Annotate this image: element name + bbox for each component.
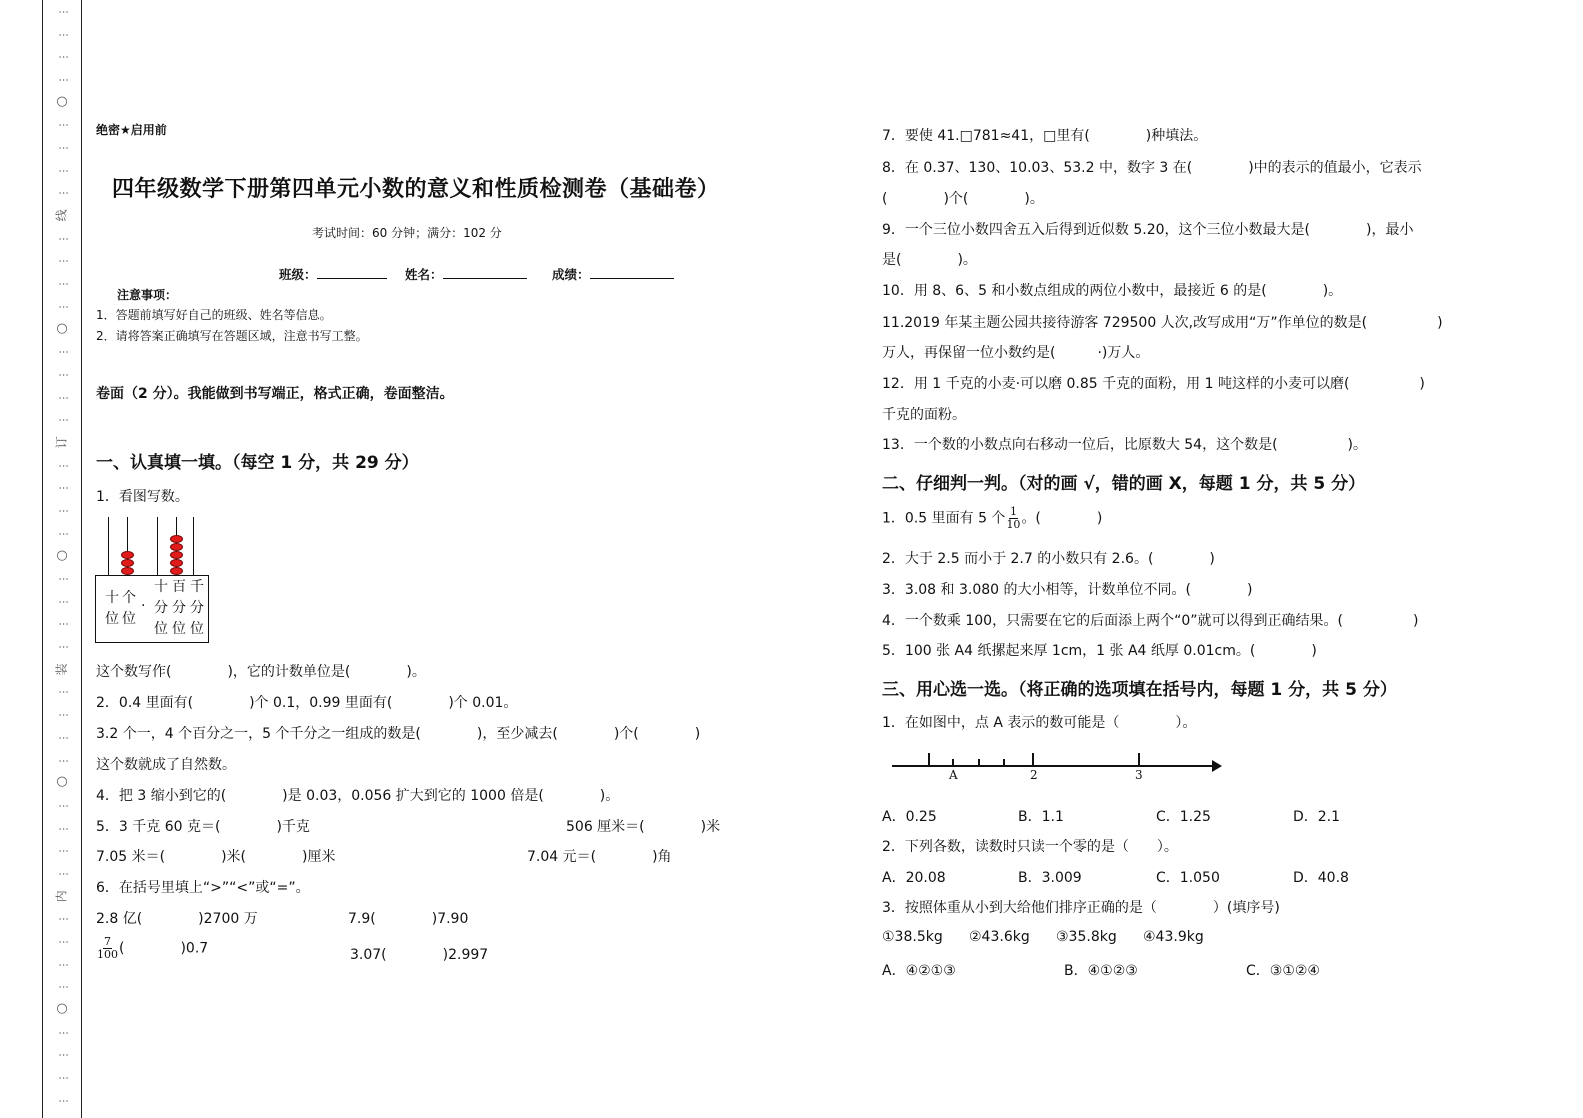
binding-hole-icon: ○ bbox=[56, 774, 68, 790]
abacus-rod-tenths bbox=[157, 517, 158, 577]
section-2-heading: 二、仔细判一判。（对的画 √，错的画 X，每题 1 分，共 5 分） bbox=[882, 474, 1366, 494]
secret-mark: 绝密★启用前 bbox=[96, 123, 167, 137]
dotted-cut-line: ⋮ bbox=[57, 301, 69, 311]
name-input[interactable] bbox=[443, 264, 527, 279]
question-1-11-cont: 万人，再保留一位小数约是( ·)万人。 bbox=[882, 345, 1150, 361]
binding-line-outer bbox=[42, 0, 43, 1118]
question-1-12-cont: 千克的面粉。 bbox=[882, 407, 966, 423]
binding-margin bbox=[50, 0, 74, 1118]
abacus-label-thousandths: 千 分 位 bbox=[190, 579, 204, 637]
option-d: D．2.1 bbox=[1293, 809, 1341, 825]
binding-label-nei: 内 bbox=[54, 890, 69, 903]
abacus-bead bbox=[170, 551, 183, 559]
option-a: A．0.25 bbox=[882, 809, 937, 825]
weight-item: ④43.9kg bbox=[1143, 929, 1204, 945]
question-1-11: 11.2019 年某主题公园共接待游客 729500 人次,改写成用“万”作单位的数是( ) bbox=[882, 315, 1443, 331]
class-label: 班级： bbox=[279, 267, 317, 282]
section-3-heading: 三、用心选一选。（将正确的选项填在括号内，每题 1 分，共 5 分） bbox=[882, 680, 1397, 700]
question-1-5d: 7.04 元＝( )角 bbox=[527, 849, 672, 865]
abacus-bead bbox=[121, 567, 134, 575]
abacus-decimal-point: · bbox=[141, 598, 146, 614]
question-3-3: 3．按照体重从小到大给他们排序正确的是（ ）(填序号) bbox=[882, 900, 1280, 916]
dotted-cut-line: ⋮ bbox=[57, 415, 69, 425]
abacus-label-hundredths: 百 分 位 bbox=[172, 579, 186, 637]
dotted-cut-line: ⋮ bbox=[57, 710, 69, 720]
class-field[interactable] bbox=[279, 264, 387, 283]
question-1-8: 8．在 0.37、130、10.03、53.2 中，数字 3 在( )中的表示的值最小，它表示 bbox=[882, 160, 1422, 176]
abacus-bead bbox=[121, 551, 134, 559]
dotted-cut-line: ⋮ bbox=[57, 823, 69, 833]
dotted-cut-line: ⋮ bbox=[57, 937, 69, 947]
question-2-4: 4．一个数乘 100，只需要在它的后面添上两个“0”就可以得到正确结果。( ) bbox=[882, 613, 1419, 629]
abacus-label-ones: 个 位 bbox=[122, 590, 136, 627]
dotted-cut-line: ⋮ bbox=[57, 6, 69, 16]
dotted-cut-line: ⋮ bbox=[57, 755, 69, 765]
dotted-cut-line: ⋮ bbox=[57, 732, 69, 742]
dotted-cut-line: ⋮ bbox=[57, 165, 69, 175]
abacus-rod-tens bbox=[108, 517, 109, 577]
name-label: 姓名： bbox=[405, 267, 443, 282]
option-b: B．1.1 bbox=[1018, 809, 1064, 825]
abacus-label-tens: 十 位 bbox=[105, 590, 119, 627]
fraction-1-10: $\frac{1}{10}$ bbox=[1006, 505, 1021, 531]
dotted-cut-line: ⋮ bbox=[57, 1073, 69, 1083]
dotted-cut-line: ⋮ bbox=[57, 505, 69, 515]
weight-item: ②43.6kg bbox=[969, 929, 1030, 945]
name-field[interactable] bbox=[405, 264, 527, 283]
abacus-bead bbox=[170, 535, 183, 543]
abacus-bead bbox=[170, 567, 183, 575]
question-1-13: 13．一个数的小数点向右移动一位后，比原数大 54，这个数是( )。 bbox=[882, 437, 1368, 453]
dotted-cut-line: ⋮ bbox=[57, 574, 69, 584]
question-2-2: 2．大于 2.5 而小于 2.7 的小数只有 2.6。( ) bbox=[882, 551, 1215, 567]
dotted-cut-line: ⋮ bbox=[57, 142, 69, 152]
number-line-tick bbox=[978, 759, 980, 766]
page-title: 四年级数学下册第四单元小数的意义和性质检测卷（基础卷） bbox=[112, 177, 720, 202]
abacus-bead bbox=[170, 559, 183, 567]
question-1-7: 7．要使 41.□781≈41，□里有( )种填法。 bbox=[882, 128, 1208, 144]
option-b: B．3.009 bbox=[1018, 870, 1082, 886]
abacus-label-tenths: 十 分 位 bbox=[154, 579, 168, 637]
section-1-heading: 一、认真填一填。（每空 1 分，共 29 分） bbox=[96, 453, 419, 473]
dotted-cut-line: ⋮ bbox=[57, 959, 69, 969]
binding-label-zhuang: 装 bbox=[54, 663, 69, 676]
option-c: C．1.25 bbox=[1156, 809, 1211, 825]
question-1-6d: 3.07( )2.997 bbox=[350, 947, 489, 963]
question-1-4: 4．把 3 缩小到它的( )是 0.03，0.056 扩大到它的 1000 倍是( )。 bbox=[96, 788, 620, 804]
question-1-9-cont: 是( )。 bbox=[882, 252, 977, 268]
dotted-cut-line: ⋮ bbox=[57, 29, 69, 39]
question-1-5c: 7.05 米＝( )米( )厘米 bbox=[96, 849, 336, 865]
option-d: D．40.8 bbox=[1293, 870, 1349, 886]
abacus-bead bbox=[170, 543, 183, 551]
abacus-bead bbox=[121, 559, 134, 567]
weight-item: ③35.8kg bbox=[1056, 929, 1117, 945]
dotted-cut-line: ⋮ bbox=[57, 392, 69, 402]
question-1-6c: $\frac{7}{100}$ ( )0.7 bbox=[97, 935, 209, 961]
number-line-tick bbox=[952, 759, 954, 766]
dotted-cut-line: ⋮ bbox=[57, 52, 69, 62]
note-item: 1．答题前填写好自己的班级、姓名等信息。 bbox=[96, 308, 332, 322]
dotted-cut-line: ⋮ bbox=[57, 279, 69, 289]
number-line-tick bbox=[1138, 753, 1140, 766]
dotted-cut-line: ⋮ bbox=[57, 1095, 69, 1105]
question-1-6: 6．在括号里填上“>”“<”或“=”。 bbox=[96, 880, 310, 896]
dotted-cut-line: ⋮ bbox=[57, 460, 69, 470]
binding-hole-icon: ○ bbox=[56, 320, 68, 336]
question-1-3: 3.2 个一，4 个百分之一，5 个千分之一组成的数是( )，至少减去( )个( ) bbox=[96, 726, 701, 742]
fraction-7-100: $\frac{7}{100}$ bbox=[97, 935, 118, 961]
question-2-1: 1．0.5 里面有 5 个 $\frac{1}{10}$ 。( ) bbox=[882, 505, 1103, 531]
abacus-place-value-box bbox=[95, 575, 209, 643]
binding-hole-icon: ○ bbox=[56, 1001, 68, 1017]
question-1-10: 10．用 8、6、5 和小数点组成的两位小数中，最接近 6 的是( )。 bbox=[882, 283, 1343, 299]
question-1-2: 2．0.4 里面有( )个 0.1，0.99 里面有( )个 0.01。 bbox=[96, 695, 518, 711]
binding-label-ding: 订 bbox=[54, 436, 69, 449]
dotted-cut-line: ⋮ bbox=[57, 914, 69, 924]
question-2-3: 3．3.08 和 3.080 的大小相等，计数单位不同。( ) bbox=[882, 582, 1253, 598]
dotted-cut-line: ⋮ bbox=[57, 1027, 69, 1037]
dotted-cut-line: ⋮ bbox=[57, 256, 69, 266]
score-label: 成绩： bbox=[552, 267, 590, 282]
binding-line-inner bbox=[81, 0, 82, 1118]
number-line-figure bbox=[890, 750, 1225, 786]
dotted-cut-line: ⋮ bbox=[57, 120, 69, 130]
dotted-cut-line: ⋮ bbox=[57, 347, 69, 357]
option-a: A．④②①③ bbox=[882, 963, 956, 979]
dotted-cut-line: ⋮ bbox=[57, 982, 69, 992]
question-1-12: 12．用 1 千克的小麦·可以磨 0.85 千克的面粉，用 1 吨这样的小麦可以磨( ) bbox=[882, 376, 1425, 392]
dotted-cut-line: ⋮ bbox=[57, 687, 69, 697]
option-c: C．③①②④ bbox=[1246, 963, 1320, 979]
number-line-tick bbox=[1003, 759, 1005, 766]
question-3-1: 1．在如图中，点 A 表示的数可能是（ ）。 bbox=[882, 715, 1197, 731]
dotted-cut-line: ⋮ bbox=[57, 74, 69, 84]
question-1-9: 9．一个三位小数四舍五入后得到近似数 5.20，这个三位小数最大是( )，最小 bbox=[882, 222, 1414, 238]
dotted-cut-line: ⋮ bbox=[57, 528, 69, 538]
dotted-cut-line: ⋮ bbox=[57, 800, 69, 810]
arrow-right-icon bbox=[1212, 760, 1222, 772]
dotted-cut-line: ⋮ bbox=[57, 369, 69, 379]
question-2-5: 5．100 张 A4 纸摞起来厚 1cm，1 张 A4 纸厚 0.01cm。( ) bbox=[882, 643, 1317, 659]
exam-info: 考试时间：60 分钟；满分：102 分 bbox=[312, 226, 502, 240]
number-line-tick bbox=[1032, 753, 1034, 766]
notes-heading: 注意事项： bbox=[117, 288, 178, 302]
number-line-label-2: 2 bbox=[1030, 768, 1038, 782]
question-1-1-answer: 这个数写作( )，它的计数单位是( )。 bbox=[96, 664, 426, 680]
option-b: B．④①②③ bbox=[1064, 963, 1138, 979]
weight-item: ①38.5kg bbox=[882, 929, 943, 945]
dotted-cut-line: ⋮ bbox=[57, 868, 69, 878]
score-field[interactable] bbox=[552, 264, 674, 283]
dotted-cut-line: ⋮ bbox=[57, 642, 69, 652]
dotted-cut-line: ⋮ bbox=[57, 1050, 69, 1060]
score-input[interactable] bbox=[590, 264, 674, 279]
dotted-cut-line: ⋮ bbox=[57, 596, 69, 606]
dotted-cut-line: ⋮ bbox=[57, 483, 69, 493]
neatness-statement: 卷面（2 分）。我能做到书写端正，格式正确，卷面整洁。 bbox=[96, 386, 454, 402]
note-item: 2．请将答案正确填写在答题区域，注意书写工整。 bbox=[96, 329, 368, 343]
number-line-label-3: 3 bbox=[1135, 768, 1143, 782]
option-a: A．20.08 bbox=[882, 870, 946, 886]
option-c: C．1.050 bbox=[1156, 870, 1220, 886]
dotted-cut-line: ⋮ bbox=[57, 188, 69, 198]
dotted-cut-line: ⋮ bbox=[57, 233, 69, 243]
dotted-cut-line: ⋮ bbox=[57, 846, 69, 856]
question-1-3-cont: 这个数就成了自然数。 bbox=[96, 757, 236, 773]
question-1-8-cont: ( )个( )。 bbox=[882, 191, 1044, 207]
question-1-6a: 2.8 亿( )2700 万 bbox=[96, 911, 258, 927]
binding-hole-icon: ○ bbox=[56, 93, 68, 109]
dotted-cut-line: ⋮ bbox=[57, 619, 69, 629]
number-line-label-a: A bbox=[949, 768, 958, 782]
question-1-6b: 7.9( )7.90 bbox=[348, 911, 469, 927]
number-line-tick bbox=[928, 753, 930, 766]
abacus-rod-thousandths bbox=[193, 517, 194, 577]
binding-label-xian: 线 bbox=[54, 209, 69, 222]
binding-hole-icon: ○ bbox=[56, 547, 68, 563]
question-1-5b: 506 厘米＝( )米 bbox=[566, 819, 721, 835]
number-line-axis bbox=[892, 765, 1214, 767]
question-1-1: 1．看图写数。 bbox=[96, 489, 189, 505]
question-1-5a: 5．3 千克 60 克＝( )千克 bbox=[96, 819, 310, 835]
class-input[interactable] bbox=[317, 264, 387, 279]
question-3-2: 2．下列各数，读数时只读一个零的是（ ）。 bbox=[882, 839, 1178, 855]
abacus-figure bbox=[95, 517, 209, 643]
